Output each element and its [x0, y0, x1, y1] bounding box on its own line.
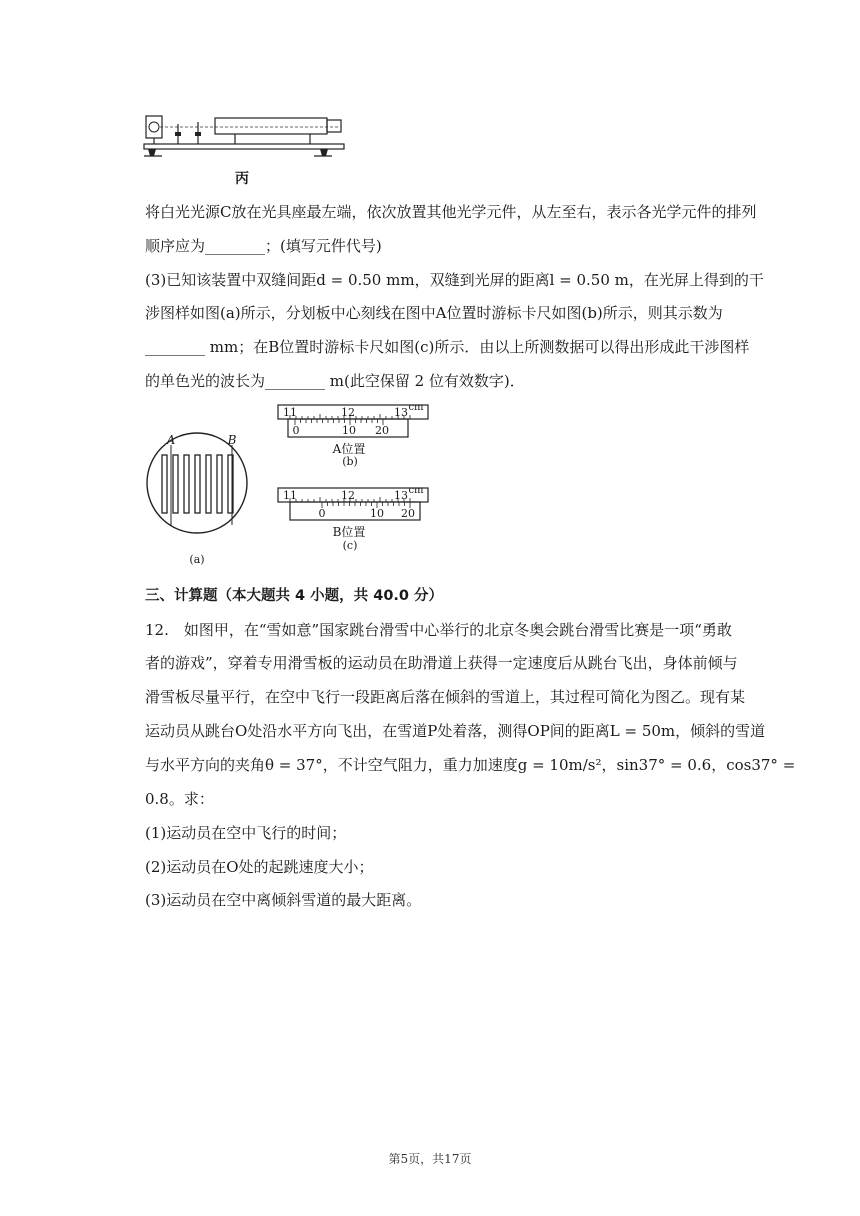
- section-heading: 三、计算题（本大题共 4 小题，共 40.0 分）: [145, 588, 444, 604]
- figure-caption-bing: 丙: [235, 171, 249, 187]
- vernier-tick-20-c: 20: [401, 507, 415, 520]
- vernier-tick-10-c: 10: [370, 507, 384, 520]
- unit-cm-b: cm: [408, 402, 424, 413]
- figure-label-b: (b): [342, 455, 358, 468]
- q2-line-2: 顺序应为________；(填写元件代号): [145, 237, 382, 255]
- unit-cm-c: cm: [408, 485, 424, 496]
- main-scale-tick-12-b: 12: [341, 406, 355, 419]
- main-scale-tick-11-b: 11: [283, 406, 297, 419]
- fringe-label-a: A: [166, 433, 176, 447]
- q12-sub-3: (3)运动员在空中离倾斜雪道的最大距离。: [145, 891, 422, 909]
- q3-line-2: 涉图样如图(a)所示，分划板中心刻线在图中A位置时游标卡尺如图(b)所示，则其示数为: [145, 304, 723, 322]
- vernier-tick-20-b: 20: [375, 424, 389, 437]
- optical-bench-figure: [140, 108, 350, 188]
- position-label-b: B位置: [332, 525, 366, 539]
- q3-line-3: ________ mm；在B位置时游标卡尺如图(c)所示．由以上所测数据可以得出形成此干涉图样: [145, 338, 750, 356]
- q12-line-6: 0.8。求：: [145, 790, 214, 808]
- q3-line-4: 的单色光的波长为________ m(此空保留 2 位有效数字)．: [145, 372, 525, 390]
- page-footer: 第5页，共17页: [388, 1152, 472, 1166]
- q12-line-3: 滑雪板尽量平行，在空中飞行一段距离后落在倾斜的雪道上，其过程可简化为图乙。现有某: [145, 688, 746, 706]
- position-label-a: A位置: [332, 442, 366, 456]
- q12-line-2: 者的游戏”，穿着专用滑雪板的运动员在助滑道上获得一定速度后从跳台飞出，身体前倾与: [145, 654, 738, 672]
- q12-sub-1: (1)运动员在空中飞行的时间；: [145, 824, 347, 842]
- vernier-tick-0-c: 0: [318, 507, 326, 520]
- main-scale-tick-12-c: 12: [341, 489, 355, 502]
- q2-line-1: 将白光光源C放在光具座最左端，依次放置其他光学元件，从左至右，表示各光学元件的排列: [145, 203, 757, 221]
- main-scale-tick-11-c: 11: [283, 489, 297, 502]
- q12-line-1: 12. 如图甲，在“雪如意”国家跳台滑雪中心举行的北京冬奥会跳台滑雪比赛是一项“勇敢: [145, 621, 732, 639]
- vernier-tick-0-b: 0: [292, 424, 300, 437]
- q12-line-4: 运动员从跳台O处沿水平方向飞出，在雪道P处着落，测得OP间的距离L = 50m，倾斜的雪道: [145, 722, 766, 740]
- caliper-figure: [140, 403, 440, 573]
- figure-label-a: (a): [189, 553, 205, 566]
- q12-sub-2: (2)运动员在O处的起跳速度大小；: [145, 858, 374, 876]
- q3-line-1: (3)已知该装置中双缝间距d = 0.50 mm，双缝到光屏的距离l = 0.50 m，在光屏上得到的干: [145, 271, 764, 289]
- figure-label-c: (c): [342, 539, 358, 552]
- vernier-tick-10-b: 10: [342, 424, 356, 437]
- q12-line-5: 与水平方向的夹角θ = 37°，不计空气阻力，重力加速度g = 10m/s²，sin37° = 0.6，cos37° =: [145, 756, 796, 774]
- main-scale-tick-13-c: 13: [394, 489, 408, 502]
- fringe-label-b: B: [227, 433, 237, 447]
- main-scale-tick-13-b: 13: [394, 406, 408, 419]
